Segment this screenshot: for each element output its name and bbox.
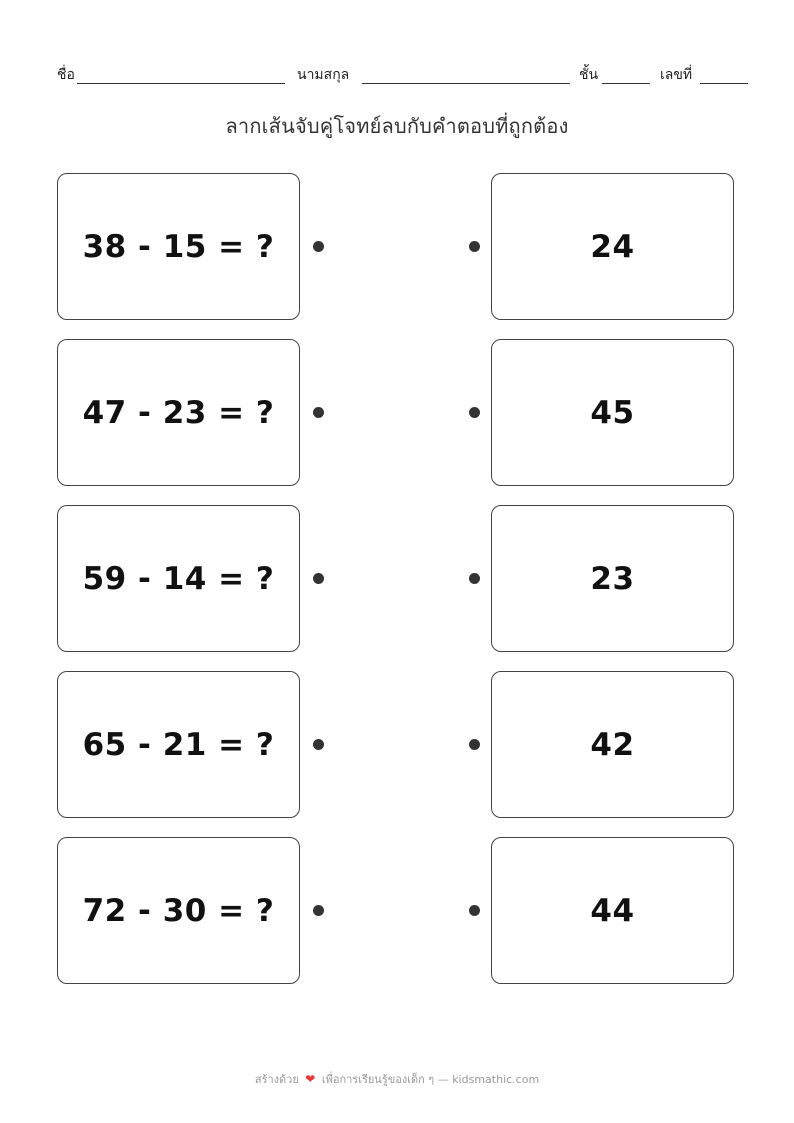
answer-card: 44 [491,837,734,984]
answer-connector-dot[interactable] [469,573,480,584]
answer-card: 24 [491,173,734,320]
footer-suffix: เพื่อการเรียนรู้ของเด็ก ๆ — kidsmathic.com [321,1073,540,1086]
question-card: 38 - 15 = ? [57,173,300,320]
surname-label: นามสกุล [297,67,350,83]
question-connector-dot[interactable] [313,241,324,252]
question-connector-dot[interactable] [313,573,324,584]
question-card: 65 - 21 = ? [57,671,300,818]
heart-icon: ❤ [305,1072,316,1086]
question-connector-dot[interactable] [313,407,324,418]
name-field-line[interactable] [77,83,285,84]
question-connector-dot[interactable] [313,739,324,750]
answer-connector-dot[interactable] [469,407,480,418]
number-label: เลขที่ [660,67,693,83]
answer-card: 45 [491,339,734,486]
question-card: 59 - 14 = ? [57,505,300,652]
footer-prefix: สร้างด้วย [254,1073,299,1086]
answer-card: 23 [491,505,734,652]
question-connector-dot[interactable] [313,905,324,916]
footer-credit [0,1070,794,1088]
surname-field-line[interactable] [362,83,570,84]
class-field-line[interactable] [602,83,650,84]
student-info-header [57,64,748,86]
answer-connector-dot[interactable] [469,739,480,750]
answer-connector-dot[interactable] [469,241,480,252]
question-card: 72 - 30 = ? [57,837,300,984]
question-card: 47 - 23 = ? [57,339,300,486]
answer-card: 42 [491,671,734,818]
instruction-text: ลากเส้นจับคู่โจทย์ลบกับคำตอบที่ถูกต้อง [225,114,569,138]
number-field-line[interactable] [700,83,748,84]
name-label: ชื่อ [57,67,75,83]
answer-connector-dot[interactable] [469,905,480,916]
class-label: ชั้น [579,67,599,83]
